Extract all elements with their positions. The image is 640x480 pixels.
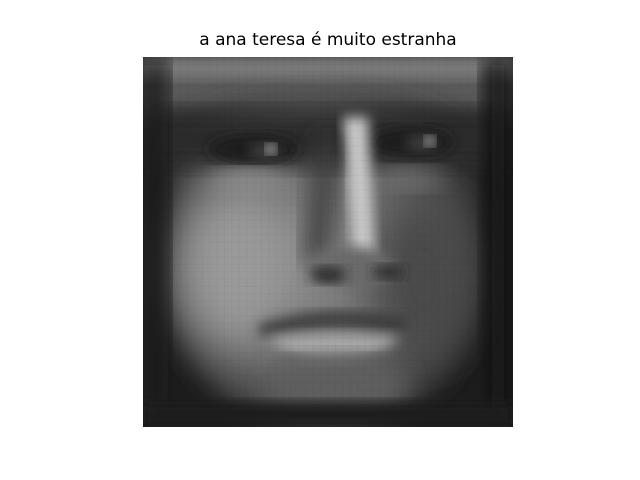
- figure-title: a ana teresa é muito estranha: [199, 30, 457, 50]
- face-image: [143, 57, 513, 427]
